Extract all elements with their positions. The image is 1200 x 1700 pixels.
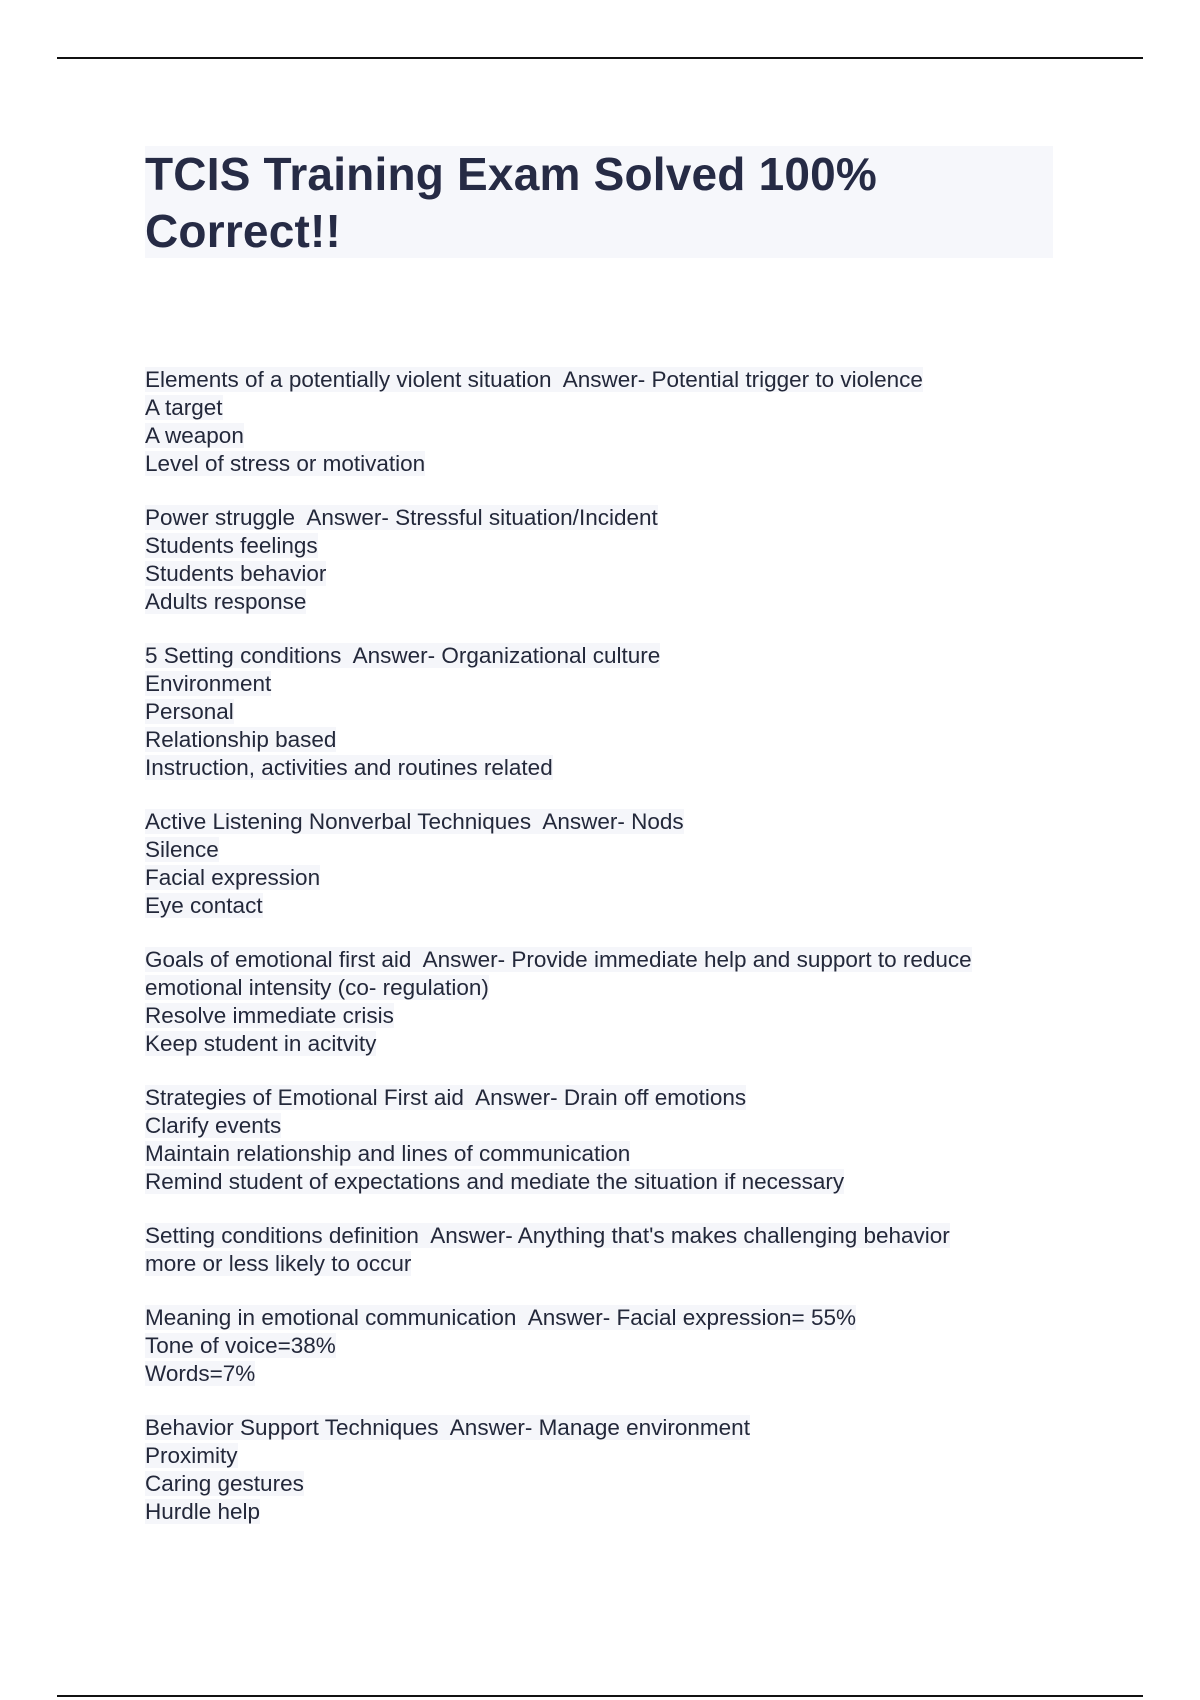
qa-text: Resolve immediate crisis: [145, 1003, 394, 1028]
qa-item: [145, 1304, 1065, 1388]
qa-answer-line: [145, 532, 1065, 560]
qa-answer-line: [145, 754, 1065, 782]
qa-text: 5 Setting conditions Answer- Organizational culture: [145, 643, 661, 668]
qa-item: [145, 808, 1065, 920]
qa-answer-line: [145, 1140, 1065, 1168]
qa-question-line: [145, 642, 1065, 670]
qa-text: Facial expression: [145, 865, 321, 890]
qa-item: [145, 1414, 1065, 1526]
qa-answer-line: [145, 1332, 1065, 1360]
qa-text: Remind student of expectations and mediate the situation if necessary: [145, 1169, 845, 1194]
bottom-rule: [57, 1695, 1143, 1697]
qa-text: Instruction, activities and routines related: [145, 755, 553, 780]
qa-question-line: [145, 504, 1065, 532]
qa-text: Hurdle help: [145, 1499, 261, 1524]
top-rule: [57, 57, 1143, 59]
qa-text: Proximity: [145, 1443, 238, 1468]
qa-question-line: [145, 1084, 1065, 1112]
qa-question-line: [145, 1304, 1065, 1332]
qa-answer-line: [145, 1442, 1065, 1470]
qa-text: Goals of emotional first aid Answer- Provide immediate help and support to reduce: [145, 947, 972, 972]
qa-text: Power struggle Answer- Stressful situation/Incident: [145, 505, 658, 530]
title-line: TCIS Training Exam Solved 100%: [145, 148, 878, 200]
qa-item: [145, 1084, 1065, 1196]
qa-text: Eye contact: [145, 893, 263, 918]
qa-text: Environment: [145, 671, 272, 696]
qa-answer-line: [145, 1002, 1065, 1030]
qa-text: Relationship based: [145, 727, 337, 752]
qa-item: [145, 366, 1065, 478]
qa-answer-line: [145, 394, 1065, 422]
qa-text: Personal: [145, 699, 234, 724]
qa-answer-line: [145, 1030, 1065, 1058]
qa-answer-line: [145, 1168, 1065, 1196]
title-line: Correct!!: [145, 205, 342, 257]
qa-answer-line: [145, 1112, 1065, 1140]
qa-text: Meaning in emotional communication Answer- Facial expression= 55%: [145, 1305, 856, 1330]
qa-answer-line: [145, 1360, 1065, 1388]
qa-text: Active Listening Nonverbal Techniques Answer- Nods: [145, 809, 684, 834]
qa-list: [145, 366, 1065, 1552]
qa-text: Strategies of Emotional First aid Answer- Drain off emotions: [145, 1085, 747, 1110]
qa-text: Words=7%: [145, 1361, 256, 1386]
qa-question-line: [145, 1222, 1065, 1250]
qa-answer-line: [145, 670, 1065, 698]
qa-text: Level of stress or motivation: [145, 451, 426, 476]
qa-answer-line: [145, 864, 1065, 892]
qa-text: Maintain relationship and lines of communication: [145, 1141, 631, 1166]
qa-item: [145, 504, 1065, 616]
qa-text: Clarify events: [145, 1113, 282, 1138]
qa-answer-line: [145, 560, 1065, 588]
qa-text: emotional intensity (co- regulation): [145, 975, 489, 1000]
qa-question-line: [145, 808, 1065, 836]
qa-answer-line: [145, 836, 1065, 864]
page-title: [145, 146, 1053, 260]
qa-text: Students behavior: [145, 561, 327, 586]
qa-text: Elements of a potentially violent situation Answer- Potential trigger to violence: [145, 367, 923, 392]
qa-question-line: [145, 366, 1065, 394]
qa-item: [145, 642, 1065, 782]
qa-answer-line: [145, 726, 1065, 754]
qa-answer-line: [145, 698, 1065, 726]
qa-answer-line: [145, 1470, 1065, 1498]
qa-question-line: [145, 946, 1065, 974]
qa-text: Caring gestures: [145, 1471, 304, 1496]
qa-text: Adults response: [145, 589, 307, 614]
qa-answer-line: [145, 1250, 1065, 1278]
qa-answer-line: [145, 450, 1065, 478]
qa-answer-line: [145, 1498, 1065, 1526]
qa-text: Keep student in acitvity: [145, 1031, 377, 1056]
qa-item: [145, 946, 1065, 1058]
qa-text: A target: [145, 395, 223, 420]
qa-text: Students feelings: [145, 533, 318, 558]
qa-answer-line: [145, 588, 1065, 616]
qa-text: Tone of voice=38%: [145, 1333, 336, 1358]
qa-text: A weapon: [145, 423, 244, 448]
qa-text: Behavior Support Techniques Answer- Manage environment: [145, 1415, 750, 1440]
title-block: [145, 146, 1053, 258]
qa-text: Silence: [145, 837, 219, 862]
qa-item: [145, 1222, 1065, 1278]
qa-answer-line: [145, 422, 1065, 450]
qa-answer-line: [145, 892, 1065, 920]
qa-answer-line: [145, 974, 1065, 1002]
qa-text: Setting conditions definition Answer- Anything that's makes challenging behavior: [145, 1223, 950, 1248]
qa-question-line: [145, 1414, 1065, 1442]
qa-text: more or less likely to occur: [145, 1251, 412, 1276]
